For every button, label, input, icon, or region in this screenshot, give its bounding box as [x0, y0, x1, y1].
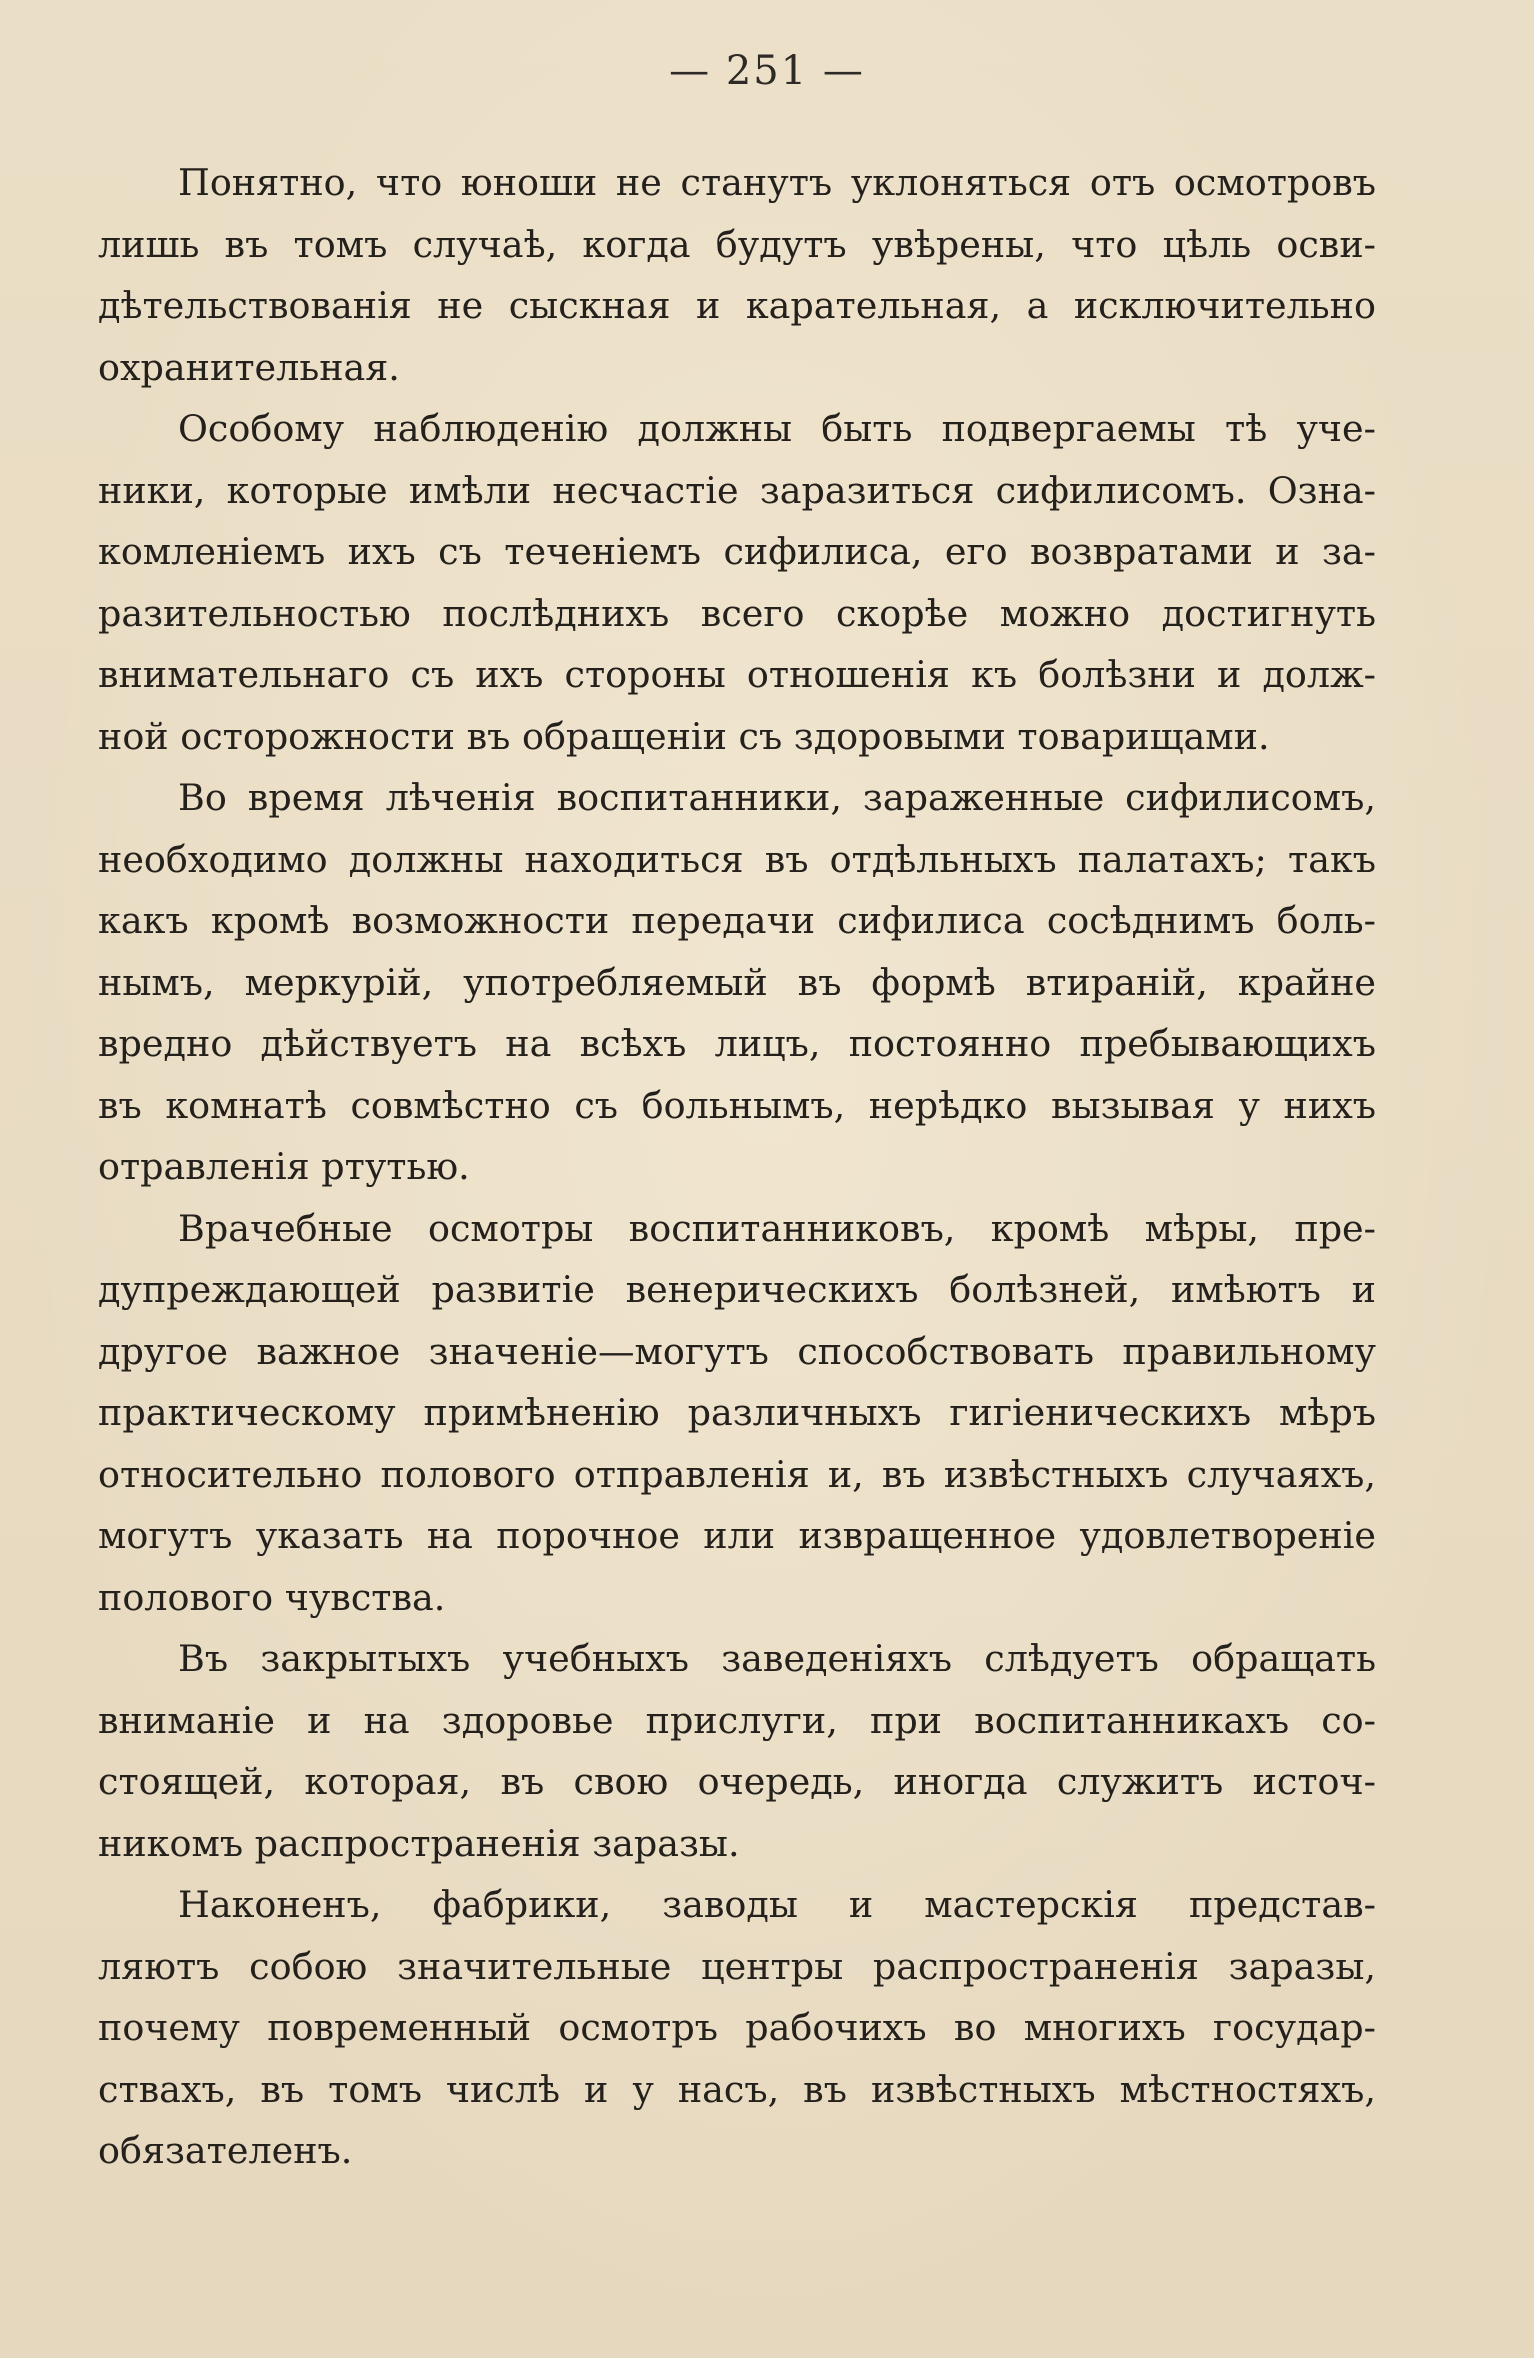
text-line: необходимо должны находиться въ отдѣльныхъ палатахъ; такъ [98, 837, 1376, 881]
text-line: другое важное значеніе—могутъ способствовать правильному [98, 1329, 1376, 1373]
text-line: комленіемъ ихъ съ теченіемъ сифилиса, его возвратами и за- [98, 530, 1376, 573]
paragraph-4 [98, 1198, 1376, 1629]
text-line: относительно полового отправленія и, въ извѣстныхъ случаяхъ, [98, 1452, 1376, 1496]
text-line: какъ кромѣ возможности передачи сифилиса сосѣднимъ боль- [98, 899, 1376, 942]
text-line: Врачебные осмотры воспитанниковъ, кромѣ мѣры, пре- [178, 1206, 1376, 1250]
text-line: практическому примѣненію различныхъ гигіеническихъ мѣръ [98, 1391, 1376, 1434]
text-line: ной осторожности въ обращеніи съ здоровыми товарищами. [98, 714, 1270, 758]
text-line: Понятно, что юноши не станутъ уклоняться отъ осмотровъ [178, 161, 1376, 204]
text-line: въ комнатѣ совмѣстно съ больнымъ, нерѣдко вызывая у нихъ [98, 1083, 1376, 1127]
text-line: ляютъ собою значительные центры распространенія заразы, [98, 1944, 1376, 1988]
text-line: дѣтельствованія не сыскная и карательная, а исключительно [98, 284, 1376, 327]
text-line: отравленія ртутью. [98, 1145, 470, 1188]
page-number: — 251 — [669, 48, 865, 94]
paragraph-6 [98, 1874, 1376, 2182]
text-line: полового чувства. [98, 1575, 446, 1619]
text-line: Особому наблюденію должны быть подвергаемы тѣ уче- [178, 407, 1376, 450]
text-line: ники, которые имѣли несчастіе заразиться сифилисомъ. Озна- [98, 468, 1376, 512]
text-line: вредно дѣйствуетъ на всѣхъ лицъ, постоянно пребывающихъ [98, 1022, 1376, 1065]
text-line: вниманіе и на здоровье прислуги, при воспитанникахъ со- [98, 1698, 1376, 1742]
text-line: ствахъ, въ томъ числѣ и у насъ, въ извѣстныхъ мѣстностяхъ, [98, 2067, 1376, 2111]
text-line: внимательнаго съ ихъ стороны отношенія къ болѣзни и долж- [98, 653, 1376, 696]
paragraph-5 [98, 1628, 1376, 1874]
text-line: нымъ, меркурій, употребляемый въ формѣ втираній, крайне [98, 960, 1376, 1004]
paragraph-2 [98, 398, 1376, 767]
text-line: лишь въ томъ случаѣ, когда будутъ увѣрены, что цѣль осви- [98, 222, 1376, 266]
text-line: охранительная. [98, 345, 400, 389]
text-line: Наконенъ, фабрики, заводы и мастерскія представ- [178, 1883, 1376, 1926]
text-line: никомъ распространенія заразы. [98, 1821, 740, 1865]
text-line: разительностью послѣднихъ всего скорѣе можно достигнуть [98, 591, 1376, 635]
text-line: дупреждающей развитіе венерическихъ болѣзней, имѣютъ и [98, 1268, 1376, 1311]
paragraph-1 [98, 152, 1376, 398]
text-line: стоящей, которая, въ свою очередь, иногда служитъ источ- [98, 1760, 1376, 1803]
text-line: обязателенъ. [98, 2129, 353, 2172]
text-line: Въ закрытыхъ учебныхъ заведеніяхъ слѣдуетъ обращать [178, 1637, 1376, 1680]
text-line: могутъ указать на порочное или извращенное удовлетвореніе [98, 1514, 1376, 1557]
text-line: Во время лѣченія воспитанники, зараженные сифилисомъ, [178, 776, 1376, 819]
text-line: почему повременный осмотръ рабочихъ во многихъ государ- [98, 2006, 1376, 2049]
body-text [98, 152, 1376, 2182]
paragraph-3 [98, 767, 1376, 1198]
